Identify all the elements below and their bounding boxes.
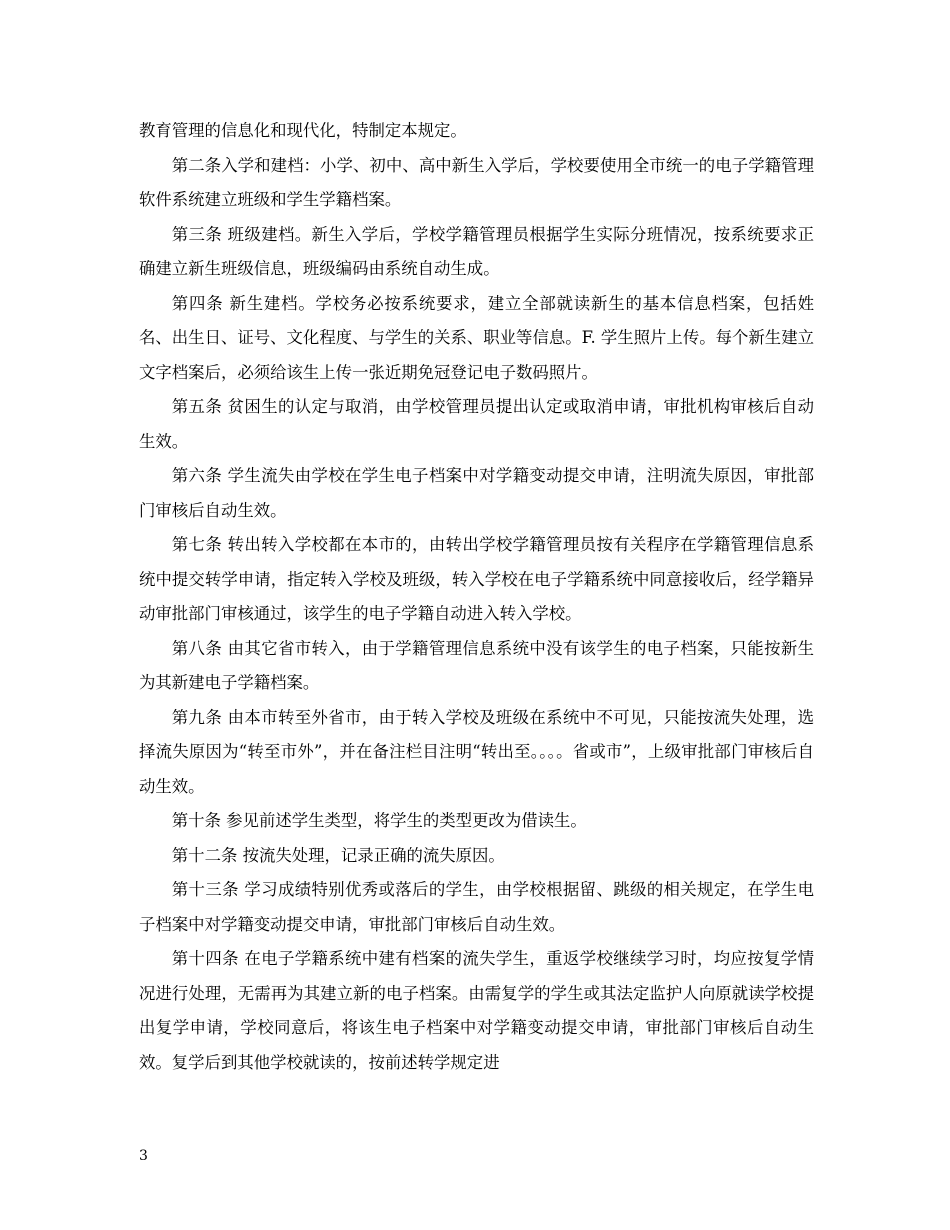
paragraph: 第二条入学和建档：小学、初中、高中新生入学后，学校要使用全市统一的电子学籍管理软件系统建立班级和学生学籍档案。	[139, 155, 814, 209]
paragraph: 第六条 学生流失由学校在学生电子档案中对学籍变动提交申请，注明流失原因，审批部门审核后自动生效。	[139, 466, 814, 520]
document-body	[139, 114, 814, 1080]
paragraph: 第三条 班级建档。新生入学后，学校学籍管理员根据学生实际分班情况，按系统要求正确建立新生班级信息，班级编码由系统自动生成。	[139, 224, 814, 278]
paragraph: 第十三条 学习成绩特别优秀或落后的学生，由学校根据留、跳级的相关规定，在学生电子档案中对学籍变动提交申请，审批部门审核后自动生效。	[139, 880, 814, 934]
paragraph: 第九条 由本市转至外省市，由于转入学校及班级在系统中不可见，只能按流失处理，选择流失原因为“转至市外”，并在备注栏目注明“转出至。。。。省或市”，上级审批部门审核后自动生效。	[139, 707, 814, 796]
paragraph: 第十二条 按流失处理，记录正确的流失原因。	[171, 845, 505, 865]
paragraph: 第五条 贫困生的认定与取消，由学校管理员提出认定或取消申请，审批机构审核后自动生效。	[139, 397, 814, 451]
paragraph: 教育管理的信息化和现代化，特制定本规定。	[139, 121, 467, 140]
paragraph: 第四条 新生建档。学校务必按系统要求，建立全部就读新生的基本信息档案，包括姓名、出生日、证号、文化程度、与学生的关系、职业等信息。F. 学生照片上传。每个新生建立文字档案后，必须给该生上传一张近期免冠登记电子数码照片。	[139, 293, 814, 382]
paragraph: 第十四条 在电子学籍系统中建有档案的流失学生，重返学校继续学习时，均应按复学情况进行处理，无需再为其建立新的电子档案。由需复学的学生或其法定监护人向原就读学校提出复学申请，学校同意后，将该生电子档案中对学籍变动提交申请，审批部门审核后自动生效。复学后到其他学校就读的，按前述转学规定进	[139, 949, 814, 1072]
paragraph: 第七条 转出转入学校都在本市的，由转出学校学籍管理员按有关程序在学籍管理信息系统中提交转学申请，指定转入学校及班级，转入学校在电子学籍系统中同意接收后，经学籍异动审批部门审核通过，该学生的电子学籍自动进入转入学校。	[139, 535, 814, 623]
paragraph: 第十条 参见前述学生类型，将学生的类型更改为借读生。	[171, 811, 587, 830]
page-number: 3	[139, 1148, 148, 1164]
paragraph: 第八条 由其它省市转入，由于学籍管理信息系统中没有该学生的电子档案，只能按新生为其新建电子学籍档案。	[139, 638, 814, 692]
